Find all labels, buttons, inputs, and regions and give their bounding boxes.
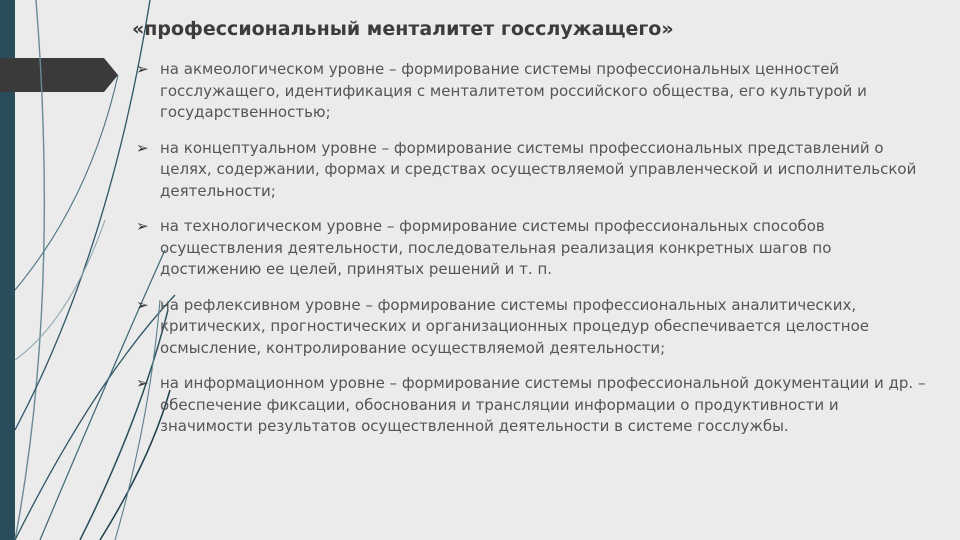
bullet-text: на информационном уровне – формирование системы профессиональной документации и др. – обеспечение фиксации, обоснования и трансляции информации о продуктивности и значимости результатов осуществленной деятельности в системе госслужбы. — [160, 374, 926, 435]
bullet-text: на концептуальном уровне – формирование системы профессиональных представлений о целях, содержании, формах и средствах осуществляемой управленческой и исполнительской деятельности; — [160, 138, 917, 200]
bullet-text: на технологическом уровне – формирование системы профессиональных способов осуществления деятельности, последовательная реализация конкретных шагов по достижению ее целей, принятых решений и т. п. — [160, 217, 832, 278]
bullet-item — [136, 295, 926, 360]
arrow-bullet-icon: ➢ — [136, 60, 149, 78]
bullet-item — [136, 138, 926, 203]
bullet-text: на акмеологическом уровне – формирование системы профессиональных ценностей госслужащего, идентификация с менталитетом российского общества, его культурой и государственностью; — [160, 60, 867, 121]
bullet-item — [136, 216, 926, 281]
arrow-bullet-icon: ➢ — [136, 295, 149, 314]
arrow-bullet-icon: ➢ — [136, 374, 149, 392]
bullet-list — [136, 59, 926, 452]
title-marker-tab — [0, 58, 118, 92]
arrow-bullet-icon: ➢ — [136, 217, 149, 235]
bullet-item — [136, 59, 926, 124]
arrow-bullet-icon: ➢ — [136, 138, 149, 157]
bullet-text: на рефлексивном уровне – формирование системы профессиональных аналитических, критических, прогностических и организационных процедур обеспечивается целостное осмысление, контролирование осуществляемой деятельности; — [160, 295, 869, 357]
left-accent-bar — [0, 0, 15, 540]
slide-title: «профессиональный менталитет госслужащего» — [132, 18, 674, 40]
bullet-item — [136, 373, 926, 438]
